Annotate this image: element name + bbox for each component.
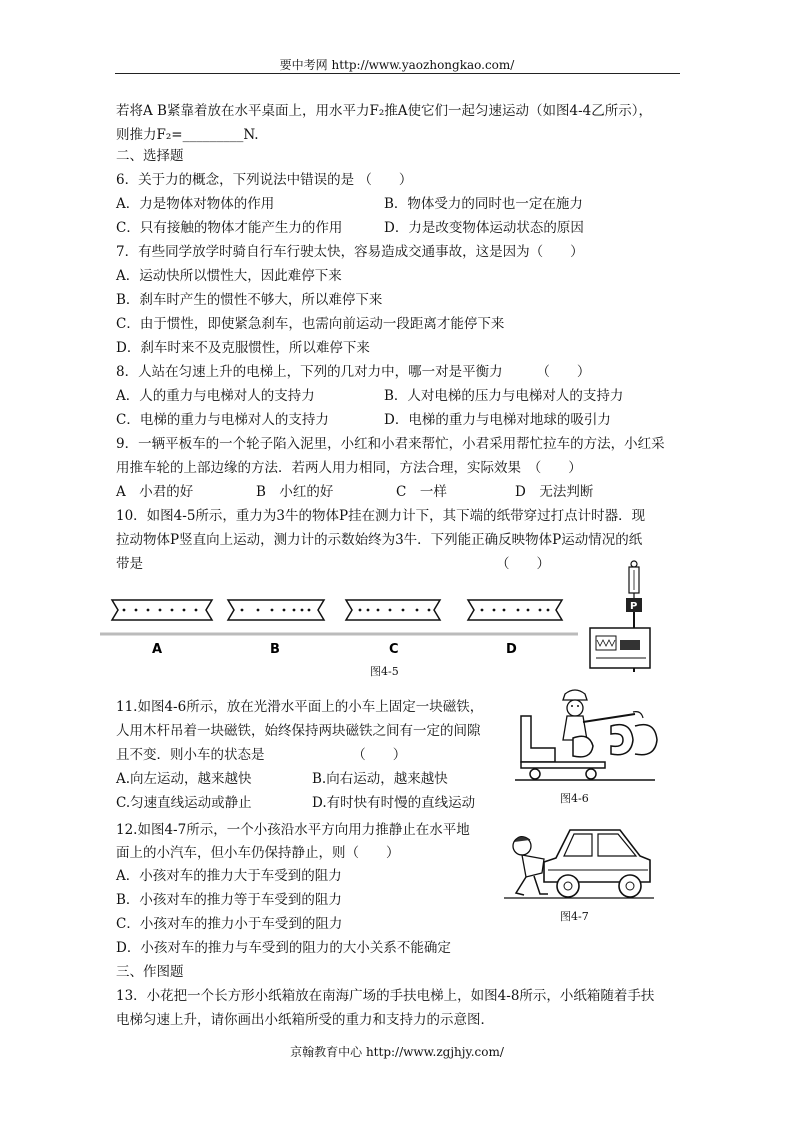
tape-label-a: A: [152, 642, 163, 657]
section-2-title: 二、选择题: [116, 148, 184, 164]
tape-label-d: D: [506, 642, 517, 657]
hanging-magnet: [611, 725, 657, 755]
q9-option-b: B 小红的好: [256, 484, 334, 500]
tape-d: [468, 600, 562, 620]
q6-option-d: D．力是改变物体运动状态的原因: [384, 220, 584, 236]
q12-option-b: B．小孩对车的推力等于车受到的阻力: [116, 892, 342, 908]
page-footer: 京翰教育中心 http://www.zgjhjy.com/: [290, 1045, 504, 1059]
q8-option-a: A．人的重力与电梯对人的支持力: [116, 388, 315, 404]
q6-option-b: B．物体受力的同时也一定在施力: [384, 196, 583, 212]
force-meter-apparatus: [590, 561, 650, 672]
figure-4-5-caption: 图4-5: [370, 665, 399, 678]
q7-option-c: C．由于惯性，即使紧急刹车，也需向前运动一段距离才能停下来: [116, 316, 505, 332]
tape-label-c: C: [389, 642, 399, 657]
intro-line-2: [116, 125, 259, 145]
tape-label-b: B: [270, 642, 280, 657]
q9-line-1: 9．一辆平板车的一个轮子陷入泥里，小红和小君来帮忙，小君采用帮忙拉车的方法，小红采: [116, 436, 665, 452]
tape-c: [346, 600, 440, 620]
q6-option-c: C．只有接触的物体才能产生力的作用: [116, 220, 343, 236]
toy-car: [544, 830, 650, 897]
tape-a: [112, 600, 212, 620]
q8-stem: 8．人站在匀速上升的电梯上，下列的几对力中，哪一对是平衡力 （ ）: [116, 364, 591, 380]
figure-4-7-caption: 图4-7: [560, 910, 589, 923]
q9-option-a: A 小君的好: [116, 484, 194, 500]
q11-option-a: A.向左运动，越来越快: [116, 771, 252, 787]
q11-option-b: B.向右运动，越来越快: [312, 771, 448, 787]
q9-option-d: D 无法判断: [515, 484, 594, 500]
q10-answer-paren: （ ）: [496, 556, 550, 572]
intro-line-2-prefix: 则推力F₂=: [116, 127, 183, 143]
q13-line-2: 电梯匀速上升，请你画出小纸箱所受的重力和支持力的示意图．: [116, 1012, 494, 1028]
q6-stem: 6．关于力的概念，下列说法中错误的是 （ ）: [116, 172, 413, 188]
child-pushing: [513, 836, 548, 895]
q9-option-c: C 一样: [396, 484, 447, 500]
q7-stem: 7．有些同学放学时骑自行车行驶太快，容易造成交通事故，这是因为（ ）: [116, 244, 584, 260]
q8-option-d: D．电梯的重力与电梯对地球的吸引力: [384, 412, 611, 428]
section-3-title: 三、作图题: [116, 964, 184, 980]
q11-line-1: 11.如图4-6所示，放在光滑水平面上的小车上固定一块磁铁，: [116, 699, 484, 715]
q7-option-a: A．运动快所以惯性大，因此难停下来: [116, 268, 342, 284]
q11-option-d: D.有时快有时慢的直线运动: [312, 795, 476, 811]
q8-option-b: B．人对电梯的压力与电梯对人的支持力: [384, 388, 624, 404]
cart-with-magnet: [521, 716, 605, 779]
q7-option-b: B．刹车时产生的惯性不够大，所以难停下来: [116, 292, 383, 308]
tape-b: [228, 600, 324, 620]
q11-line-2: 人用木杆吊着一块磁铁，始终保持两块磁铁之间有一定的间隙: [116, 723, 481, 739]
page-header: 要中考网 http://www.yaozhongkao.com/: [279, 58, 515, 72]
q10-line-2: 拉动物体P竖直向上运动，测力计的示数始终为3牛．下列能正确反映物体P运动情况的纸: [116, 532, 643, 548]
figure-4-6-caption: 图4-6: [560, 792, 589, 805]
figure-4-6: [515, 686, 660, 786]
q11-option-c: C.匀速直线运动或静止: [116, 795, 252, 811]
q10-line-1: 10．如图4-5所示，重力为3牛的物体P挂在测力计下，其下端的纸带穿过打点计时器．现: [116, 508, 646, 524]
q9-line-2: 用推车轮的上部边缘的方法．若两人用力相同，方法合理，实际效果 （ ）: [116, 460, 582, 476]
answer-blank-f2[interactable]: _________: [182, 127, 244, 143]
q6-option-a: A．力是物体对物体的作用: [116, 196, 275, 212]
figure-4-5: [100, 560, 660, 680]
q12-option-d: D．小孩对车的推力与车受到的阻力的大小关系不能确定: [116, 940, 451, 956]
figure-4-7: [504, 822, 659, 904]
q12-option-c: C．小孩对车的推力小于车受到的阻力: [116, 916, 343, 932]
weight-p-label: P: [630, 601, 638, 612]
intro-line-2-suffix: N.: [243, 127, 259, 143]
q12-line-2: 面上的小汽车，但小车仍保持静止，则（ ）: [116, 845, 400, 861]
q13-line-1: 13．小花把一个长方形小纸箱放在南海广场的手扶电梯上，如图4-8所示，小纸箱随着手扶: [116, 988, 655, 1004]
q11-line-3: 且不变．则小车的状态是 （ ）: [116, 747, 407, 763]
q8-option-c: C．电梯的重力与电梯对人的支持力: [116, 412, 329, 428]
q12-line-1: 12.如图4-7所示，一个小孩沿水平方向用力推静止在水平地: [116, 822, 470, 838]
q10-line-3: 带是: [116, 556, 143, 572]
header-rule: [115, 73, 680, 74]
intro-line-1: 若将A B紧靠着放在水平桌面上，用水平力F₂推A使它们一起匀速运动（如图4-4乙所示），: [116, 103, 652, 119]
q12-option-a: A．小孩对车的推力大于车受到的阻力: [116, 868, 342, 884]
q7-option-d: D．刹车时来不及克服惯性，所以难停下来: [116, 340, 370, 356]
